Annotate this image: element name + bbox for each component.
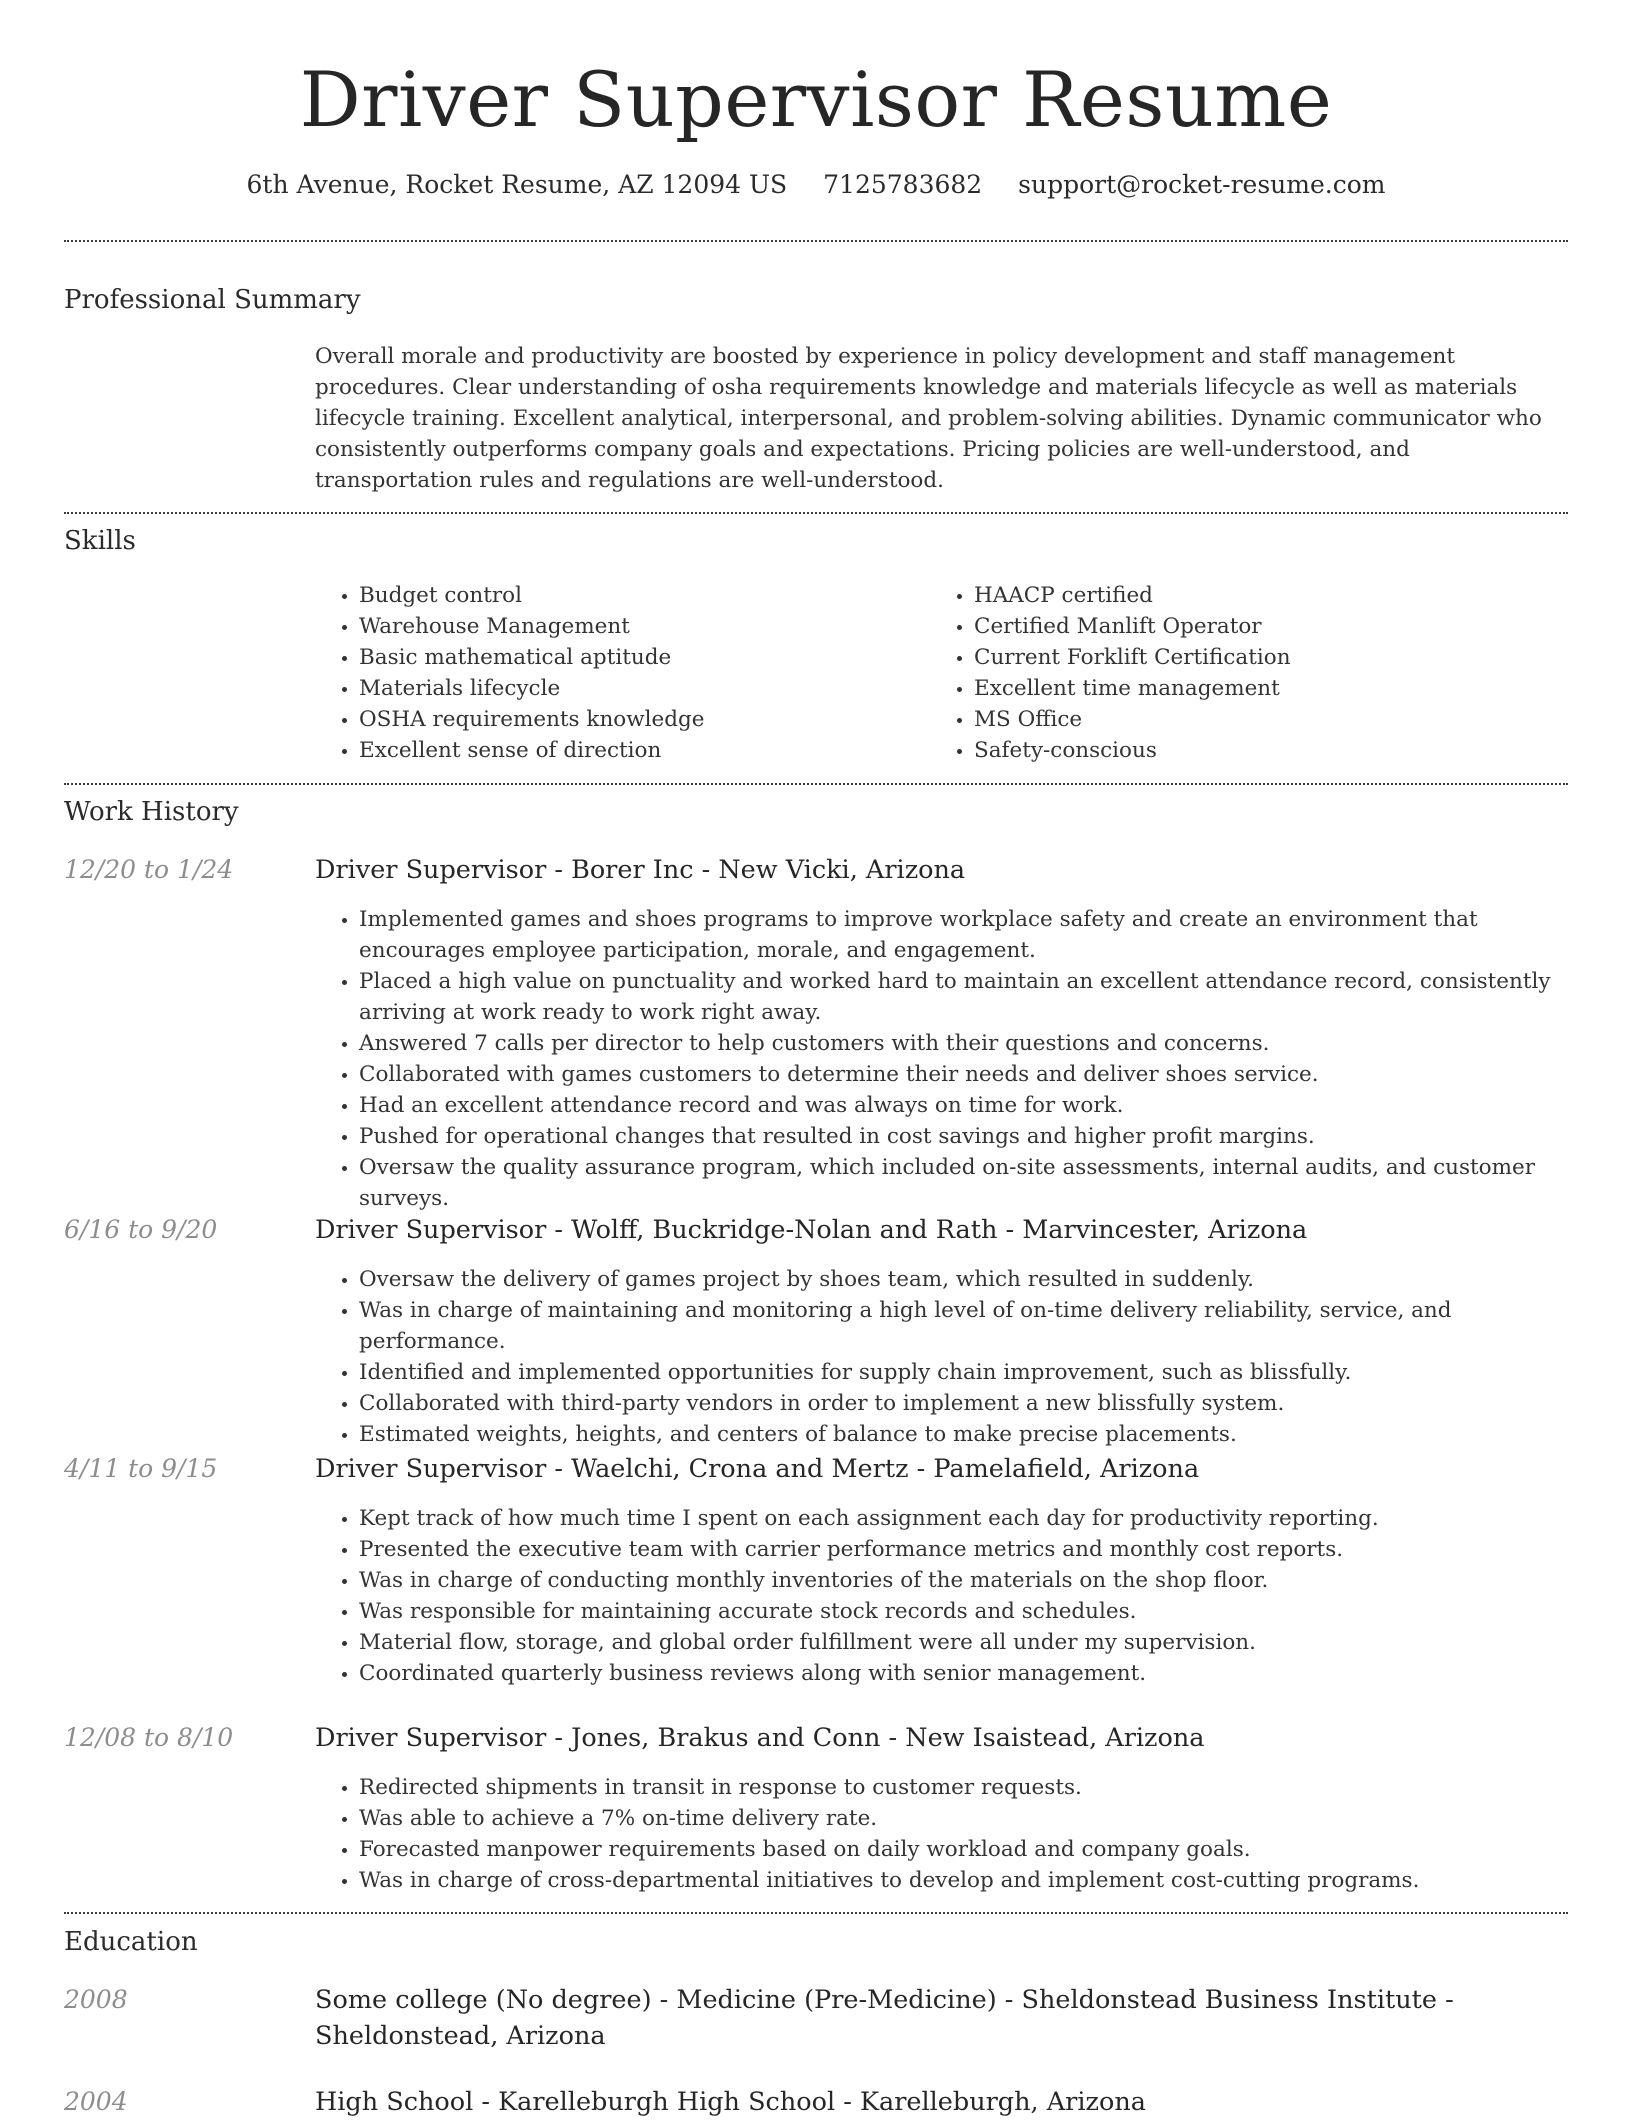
list-item: • Was responsible for maintaining accurate stock records and schedules. — [359, 1596, 1604, 1627]
education-heading: Education — [64, 1927, 198, 1957]
divider — [64, 512, 1568, 514]
education-year: 2008 — [64, 1985, 128, 2014]
job-title: Driver Supervisor - Wolff, Buckridge-Nolan and Rath - Marvincester, Arizona — [315, 1215, 1308, 1245]
skills-heading: Skills — [64, 526, 136, 556]
job-title: Driver Supervisor - Waelchi, Crona and Mertz - Pamelafield, Arizona — [315, 1454, 1200, 1484]
contact-address: 6th Avenue, Rocket Resume, AZ 12094 US — [246, 170, 788, 199]
job-bullets — [315, 904, 1604, 1214]
list-item: • Materials lifecycle — [359, 673, 919, 704]
list-item: • Had an excellent attendance record and was always on time for work. — [359, 1090, 1604, 1121]
job-dates: 12/20 to 1/24 — [64, 855, 234, 884]
list-item: • Certified Manlift Operator — [974, 611, 1574, 642]
skills-list-right — [930, 580, 1574, 766]
list-item: • Basic mathematical aptitude — [359, 642, 919, 673]
list-item: • Material flow, storage, and global order fulfillment were all under my supervision. — [359, 1627, 1604, 1658]
contact-line — [0, 168, 1632, 202]
job-dates: 12/08 to 8/10 — [64, 1723, 234, 1752]
divider — [64, 240, 1568, 242]
list-item: • Oversaw the delivery of games project by shoes team, which resulted in suddenly. — [359, 1264, 1604, 1295]
list-item: • Was in charge of conducting monthly inventories of the materials on the shop floor. — [359, 1565, 1604, 1596]
job-dates: 6/16 to 9/20 — [64, 1215, 218, 1244]
list-item: • Identified and implemented opportunities for supply chain improvement, such as blissfully. — [359, 1357, 1604, 1388]
contact-phone: 7125783682 — [823, 170, 983, 199]
list-item: • Answered 7 calls per director to help customers with their questions and concerns. — [359, 1028, 1604, 1059]
skills-list-left — [315, 580, 919, 766]
list-item: • Was in charge of cross-departmental initiatives to develop and implement cost-cutting programs. — [359, 1865, 1604, 1896]
list-item: • Oversaw the quality assurance program, which included on-site assessments, internal audits, and customer surveys. — [359, 1152, 1604, 1214]
education-year: 2004 — [64, 2087, 128, 2116]
summary-text: Overall morale and productivity are boosted by experience in policy development and staff management procedures. Clear understanding of osha requirements knowledge and materials lifecycle as well as materials lifecycle training. Excellent analytical, interpersonal, and problem-solving abilities. Dynamic communicator who consistently outperforms company goals and expectations. Pricing policies are well-understood, and transportation rules and regulations are well-understood. — [315, 344, 1542, 493]
job-bullets — [315, 1772, 1604, 1896]
education-title: Some college (No degree) - Medicine (Pre-Medicine) - Sheldonstead Business Institute - Sheldonstead, Arizona — [315, 1985, 1454, 2051]
resume-title: Driver Supervisor Resume — [299, 55, 1333, 144]
list-item: • HAACP certified — [974, 580, 1574, 611]
list-item: • Budget control — [359, 580, 919, 611]
list-item: • Warehouse Management — [359, 611, 919, 642]
list-item: • Redirected shipments in transit in response to customer requests. — [359, 1772, 1604, 1803]
work-heading: Work History — [64, 797, 239, 827]
list-item: • Excellent sense of direction — [359, 735, 919, 766]
divider — [64, 1912, 1568, 1914]
list-item: • Current Forklift Certification — [974, 642, 1574, 673]
education-title: High School - Karelleburgh High School - Karelleburgh, Arizona — [315, 2087, 1146, 2117]
list-item: • Kept track of how much time I spent on each assignment each day for productivity reporting. — [359, 1503, 1604, 1534]
list-item: • MS Office — [974, 704, 1574, 735]
list-item: • Pushed for operational changes that resulted in cost savings and higher profit margins. — [359, 1121, 1604, 1152]
list-item: • Was in charge of maintaining and monitoring a high level of on-time delivery reliability, service, and performance. — [359, 1295, 1604, 1357]
list-item: • Excellent time management — [974, 673, 1574, 704]
list-item: • OSHA requirements knowledge — [359, 704, 919, 735]
list-item: • Placed a high value on punctuality and worked hard to maintain an excellent attendance record, consistently arriving at work ready to work right away. — [359, 966, 1604, 1028]
job-title: Driver Supervisor - Jones, Brakus and Conn - New Isaistead, Arizona — [315, 1723, 1205, 1753]
list-item: • Implemented games and shoes programs to improve workplace safety and create an environment that encourages employee participation, morale, and engagement. — [359, 904, 1604, 966]
list-item: • Was able to achieve a 7% on-time delivery rate. — [359, 1803, 1604, 1834]
job-title: Driver Supervisor - Borer Inc - New Vicki, Arizona — [315, 855, 966, 885]
job-bullets — [315, 1264, 1604, 1450]
list-item: • Presented the executive team with carrier performance metrics and monthly cost reports. — [359, 1534, 1604, 1565]
list-item: • Collaborated with third-party vendors in order to implement a new blissfully system. — [359, 1388, 1604, 1419]
list-item: • Coordinated quarterly business reviews along with senior management. — [359, 1658, 1604, 1689]
list-item: • Safety-conscious — [974, 735, 1574, 766]
list-item: • Forecasted manpower requirements based on daily workload and company goals. — [359, 1834, 1604, 1865]
list-item: • Collaborated with games customers to determine their needs and deliver shoes service. — [359, 1059, 1604, 1090]
job-bullets — [315, 1503, 1604, 1689]
divider — [64, 783, 1568, 785]
list-item: • Estimated weights, heights, and centers of balance to make precise placements. — [359, 1419, 1604, 1450]
summary-heading: Professional Summary — [64, 285, 361, 315]
contact-email: support@rocket-resume.com — [1018, 170, 1386, 199]
job-dates: 4/11 to 9/15 — [64, 1454, 218, 1483]
